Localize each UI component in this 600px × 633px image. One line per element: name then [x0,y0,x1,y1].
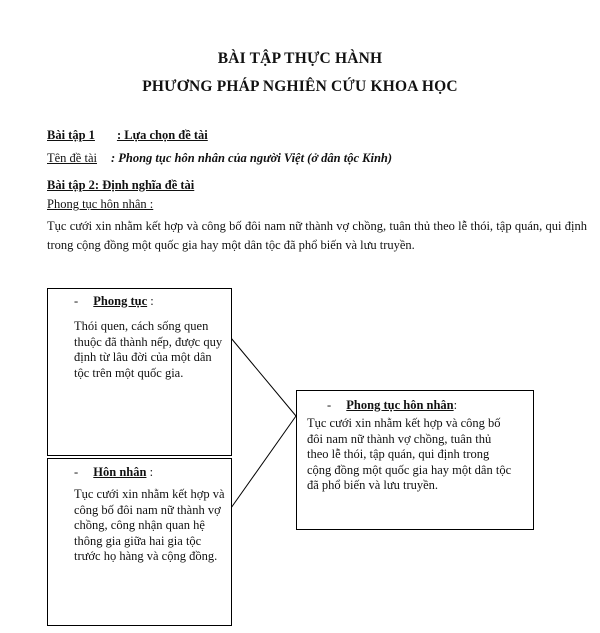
concept-box-phong-tuc [47,288,232,456]
concept-box-phong-tuc-text: Thói quen, cách sống quen thuộc đã thành nếp, được quy định từ lâu đời của một dân tộc trên một quốc gia. [74,319,223,380]
bullet-dash: - [74,465,79,479]
concept-box-hon-nhan-heading [74,465,153,480]
document-title: BÀI TẬP THỰC HÀNH [217,50,383,67]
concept-box-phong-tuc-hon-nhan-text: Tục cưới xin nhằm kết hợp và công bố đôi nam nữ thành vợ chồng, tuân thủ theo lễ thói, tập quán, qui định trong cộng đồng một quốc gia hay một dân tộc đã phổ biến và lưu truyền. [307,416,512,492]
concept-box-hon-nhan-title: Hôn nhân [93,465,147,479]
concept-box-phong-tuc-hon-nhan [296,390,534,530]
document-subtitle: PHƯƠNG PHÁP NGHIÊN CỨU KHOA HỌC [142,78,458,95]
heading-suffix: : [453,398,458,412]
concept-box-phong-tuc-title: Phong tục [93,294,148,308]
topic-label: Tên đề tài [47,151,97,165]
exercise-2-heading: Bài tập 2: Định nghĩa đề tài [47,178,195,192]
concept-box-phong-tuc-heading [74,294,154,309]
exercise-1-label: Bài tập 1 [47,128,95,142]
heading-suffix: : [147,294,154,308]
definition-paragraph: Tục cưới xin nhằm kết hợp và công bố đôi nam nữ thành vợ chồng, tuân thủ theo lễ thói, tập quán, qui định trong cộng đồng một quốc gia hay một dân tộc đã phổ biến và lưu truyền. [47,219,587,252]
topic-value: : Phong tục hôn nhân của người Việt (ở dân tộc Kinh) [110,151,393,165]
connector-line-top [231,338,296,416]
concept-box-hon-nhan-text: Tục cưới xin nhằm kết hợp và công bố đôi nam nữ thành vợ chồng, công nhận quan hệ thông gia giữa hai gia tộc trước họ hàng và cộng đồng. [74,487,225,563]
concept-box-hon-nhan [47,458,232,626]
heading-suffix: : [146,465,154,479]
bullet-dash: - [327,398,332,412]
bullet-dash: - [74,294,79,308]
exercise-1-value: : Lựa chọn đề tài [116,128,208,142]
definition-heading: Phong tục hôn nhân : [47,197,154,211]
concept-box-phong-tuc-hon-nhan-heading [327,398,457,413]
concept-box-phong-tuc-hon-nhan-title: Phong tục hôn nhân [346,398,454,412]
connector-line-bottom [231,416,296,508]
